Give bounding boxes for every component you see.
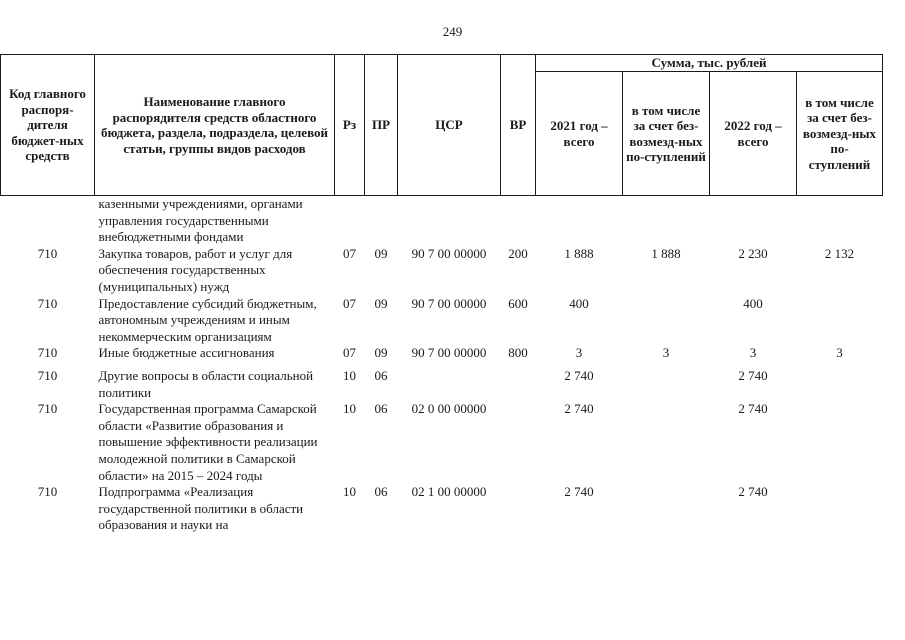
cell-2021-free [623, 401, 710, 484]
header-2021-total: 2021 год – всего [536, 72, 623, 196]
cell-csr: 02 0 00 00000 [411, 401, 487, 417]
header-pr: ПР [365, 55, 398, 196]
cell-csr: 90 7 00 00000 [411, 295, 487, 311]
cell-2022-free [797, 484, 883, 534]
cell-2021-total: 2 740 [564, 401, 594, 417]
cell-2022-free [797, 296, 883, 346]
cell-2022-total: 2 740 [738, 367, 768, 383]
cell-name: Другие вопросы в области социальной политики [98, 367, 314, 400]
table-row [1, 484, 883, 534]
cell-2021-free: 3 [662, 345, 670, 361]
cell-csr: 90 7 00 00000 [411, 345, 487, 361]
cell-name: казенными учреждениями, органами управления государственными внебюджетными фондами [98, 196, 303, 245]
cell-rz: 10 [343, 367, 356, 383]
header-code: Код главного распоря-дителя бюджет-ных средств [1, 55, 95, 196]
cell-2021-total: 1 888 [564, 245, 594, 261]
cell-code: 710 [37, 245, 58, 261]
cell-2022-total: 2 740 [738, 484, 768, 500]
cell-2022-free [797, 196, 883, 246]
cell-vr: 800 [508, 345, 528, 361]
cell-2022-total: 2 230 [738, 245, 768, 261]
cell-vr [501, 484, 536, 534]
table-row [1, 401, 883, 484]
cell-pr: 09 [374, 245, 388, 261]
cell-2022-total: 3 [749, 345, 757, 361]
cell-rz: 10 [343, 401, 356, 417]
cell-name: Предоставление субсидий бюджетным, автономным учреждениям и иным некоммерческим организациям [98, 295, 317, 344]
cell-2022-total [710, 196, 797, 246]
cell-2021-free [623, 296, 710, 346]
cell-name: Иные бюджетные ассигнования [98, 345, 275, 361]
cell-pr: 06 [374, 484, 388, 500]
table-body [1, 196, 883, 534]
header-csr: ЦСР [398, 55, 501, 196]
cell-code: 710 [37, 345, 58, 361]
table-row [1, 296, 883, 346]
header-sum-group: Сумма, тыс. рублей [536, 55, 883, 72]
cell-name: Закупка товаров, работ и услуг для обеспечения государственных (муниципальных) нужд [98, 245, 293, 294]
table-header [1, 55, 883, 196]
cell-2022-free: 2 132 [824, 245, 855, 261]
cell-2021-total: 2 740 [564, 484, 594, 500]
cell-code [1, 196, 95, 246]
cell-vr [501, 401, 536, 484]
cell-2021-free [623, 196, 710, 246]
table-row [1, 345, 883, 362]
cell-2022-total: 400 [743, 295, 763, 311]
header-name: Наименование главного распорядителя средств областного бюджета, раздела, подраздела, целевой статьи, группы видов расходов [95, 55, 335, 196]
cell-2021-free [623, 484, 710, 534]
budget-table [0, 54, 883, 534]
cell-csr: 90 7 00 00000 [411, 245, 487, 261]
cell-vr: 200 [508, 245, 528, 261]
cell-code: 710 [37, 401, 58, 417]
cell-csr [398, 196, 501, 246]
header-2022-total: 2022 год – всего [710, 72, 797, 196]
cell-2021-free [623, 362, 710, 401]
budget-sheet [0, 54, 883, 534]
cell-2021-total [536, 196, 623, 246]
cell-rz: 07 [343, 245, 356, 261]
header-rz: Рз [335, 55, 365, 196]
cell-2021-total: 2 740 [564, 367, 594, 383]
cell-rz: 07 [343, 295, 356, 311]
cell-vr [501, 362, 536, 401]
cell-rz: 07 [343, 345, 356, 361]
cell-name: Подпрограмма «Реализация государственной политики в области образования и науки на [98, 484, 304, 533]
page-number: 249 [442, 24, 463, 39]
cell-2022-free [797, 362, 883, 401]
cell-2022-free [797, 401, 883, 484]
cell-code: 710 [37, 367, 58, 383]
cell-2021-total: 400 [569, 295, 589, 311]
header-2022-free: в том числе за счет без-возмезд-ных по-ступлений [797, 72, 883, 196]
cell-2021-total: 3 [575, 345, 583, 361]
header-2021-free: в том числе за счет без-возмезд-ных по-ступлений [623, 72, 710, 196]
cell-name: Государственная программа Самарской области «Развитие образования и повышение эффективности реализации молодежной политики в Самарской области» на 2015 – 2024 годы [98, 401, 318, 483]
cell-2022-total: 2 740 [738, 401, 768, 417]
cell-pr: 09 [374, 295, 388, 311]
cell-vr: 600 [508, 295, 528, 311]
cell-rz [335, 196, 365, 246]
cell-vr [501, 196, 536, 246]
cell-pr: 09 [374, 345, 388, 361]
cell-2022-free: 3 [836, 345, 843, 361]
table-row [1, 246, 883, 296]
cell-code: 710 [37, 484, 58, 500]
header-vr: ВР [501, 55, 536, 196]
cell-pr: 06 [374, 401, 388, 417]
cell-rz: 10 [343, 484, 356, 500]
cell-2021-free: 1 888 [651, 245, 681, 261]
cell-csr: 02 1 00 00000 [411, 484, 487, 500]
cell-pr: 06 [374, 367, 388, 383]
table-row [1, 196, 883, 246]
cell-csr [398, 362, 501, 401]
cell-code: 710 [37, 295, 58, 311]
cell-pr [365, 196, 398, 246]
table-row [1, 362, 883, 401]
